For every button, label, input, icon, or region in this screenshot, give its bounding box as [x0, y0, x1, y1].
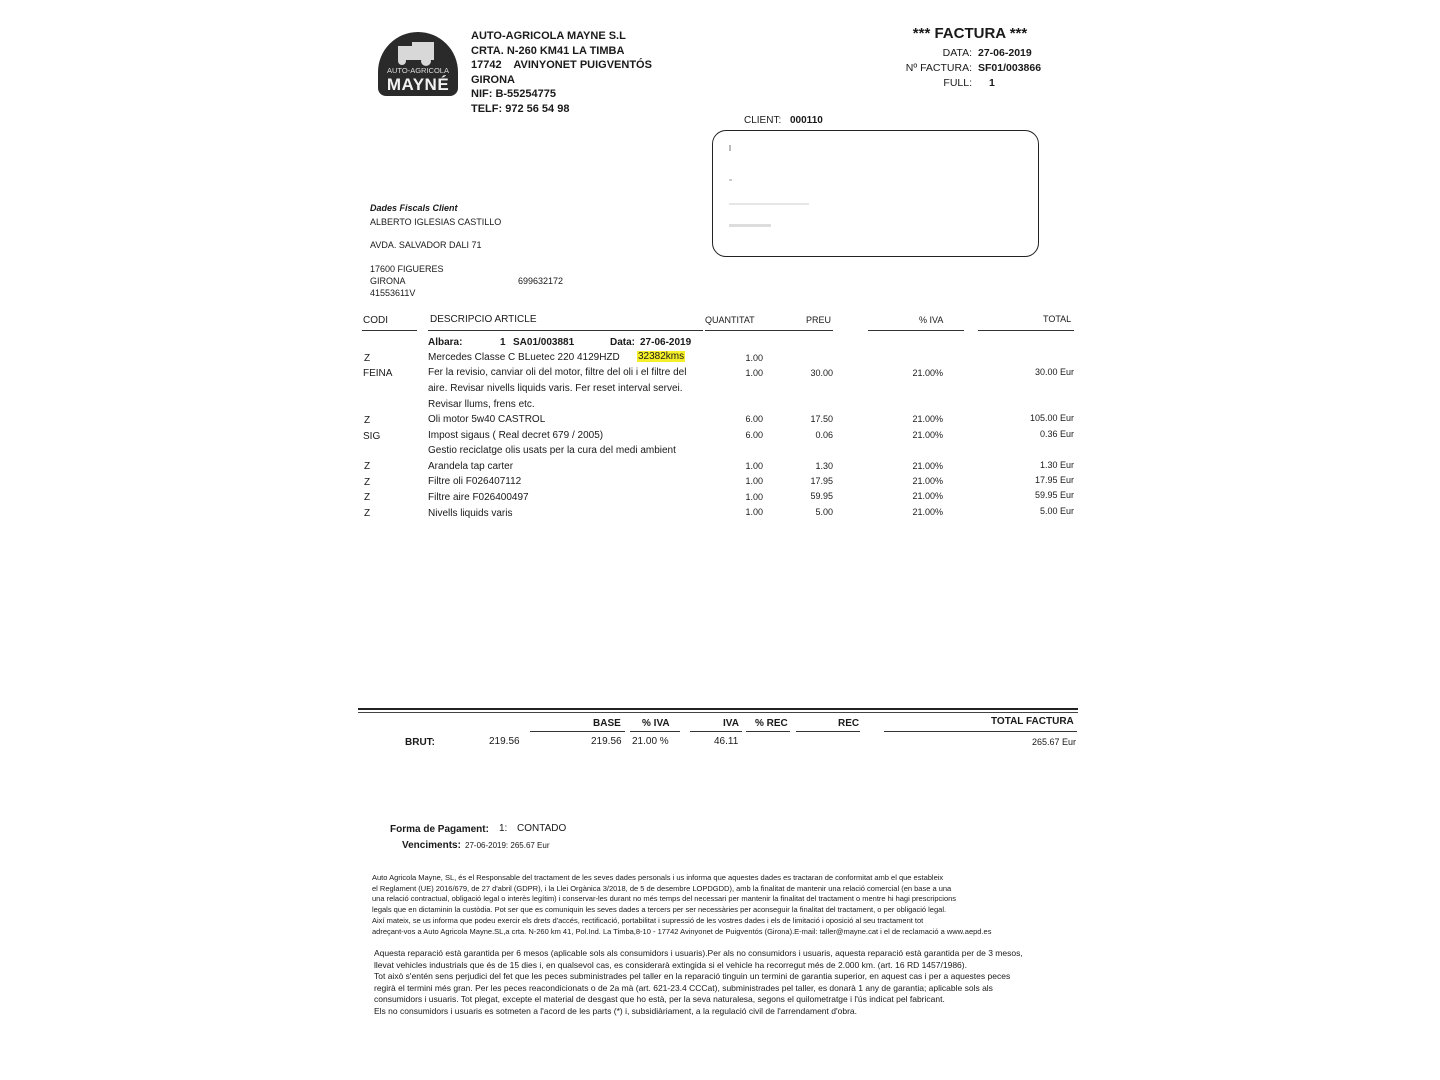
line-code: Z [364, 477, 371, 488]
company-nif: NIF: B-55254775 [471, 88, 556, 100]
warranty-line: Els no consumidors i usuaris es sotmeten a l'acord de les parts (*) i, subsidiàriament, a la regulació civil de l'arrendament d'obra. [374, 1005, 857, 1016]
company-province: GIRONA [471, 73, 515, 86]
warranty-line: Aquesta reparació està garantida per 6 mesos (aplicable sols als consumidors i usuaris).Per als no consumidors i usuaris, aquesta reparació està garantida per de 3 mesos, [374, 948, 1023, 958]
line-total: 1.30 Eur [1039, 460, 1074, 470]
customer-province: GIRONA [370, 276, 406, 286]
warranty-line: llevat vehicles industrials que és de 15 dies i, en qualsevol cas, es considerarà extingida si el vehicle ha recorregut més de 2.000 km. (art. 16 RD 1457/1986). [374, 959, 967, 970]
line-vat: 21.00% [912, 491, 943, 501]
vat-pct-label: % IVA [642, 718, 670, 729]
vehicle-qty: 1.00 [745, 353, 763, 363]
payment-label: Forma de Pagament: [390, 824, 489, 835]
line-code: Z [364, 461, 371, 472]
header-underline [362, 330, 417, 331]
albara-date-label: Data: [610, 337, 636, 348]
privacy-line: adreçant-vos a Auto Agricola Mayne.SL,a crta. N-260 km 41, Pol.Ind. La Timba,8-10 - 17742 Avinyonet de Puigventós (Girona).E-mail: taller@mayne.cat i el de reclamació a www.aepd.es [372, 926, 992, 936]
totals-underline [884, 731, 1077, 732]
header-underline [428, 330, 703, 331]
line-qty: 1.00 [745, 507, 763, 517]
line-description: aire. Revisar nivells liquids varis. Fer reset interval servei. [428, 383, 683, 394]
col-header-qty: QUANTITAT [705, 315, 755, 325]
line-description: Revisar llums, frens etc. [428, 399, 535, 410]
privacy-line: Auto Agricola Mayne, SL, és el Responsable del tractament de les seves dades personals i us informa que aquestes dades es tractaran de conformitat amb el que estableix [372, 873, 944, 882]
base-value: 219.56 [591, 736, 622, 747]
privacy-notice [372, 873, 991, 937]
line-qty: 1.00 [745, 461, 763, 471]
invoice-date-label: DATA: [942, 47, 972, 59]
company-phone: TELF: 972 56 54 98 [471, 102, 570, 115]
company-postcode: 17742 AVINYONET PUIGVENTÓS [471, 59, 652, 71]
line-description: Impost sigaus ( Real decret 679 / 2005) [428, 430, 604, 441]
redacted-mark [729, 179, 732, 181]
client-address-box [712, 130, 1039, 257]
logo-top-text: AUTO-AGRICOLA [387, 66, 449, 75]
line-qty: 6.00 [745, 430, 763, 440]
line-total: 5.00 Eur [1039, 506, 1074, 516]
totals-underline [746, 731, 790, 732]
total-invoice-label: TOTAL FACTURA [991, 716, 1074, 727]
totals-underline [690, 731, 742, 732]
line-description: Filtre oli F026407112 [428, 476, 522, 487]
company-name: AUTO-AGRICOLA MAYNE S.L [471, 30, 626, 42]
line-price: 17.95 [810, 476, 833, 486]
albara-number: 1 [500, 337, 506, 348]
totals-underline [630, 731, 680, 732]
client-label: CLIENT: [744, 115, 782, 126]
line-total: 0.36 Eur [1039, 429, 1074, 439]
invoice-title: *** FACTURA *** [912, 25, 1028, 42]
customer-nif: 41553611V [370, 288, 416, 298]
brut-label: BRUT: [405, 737, 435, 748]
col-header-desc: DESCRIPCIO ARTICLE [430, 314, 537, 325]
customer-phone: 699632172 [518, 276, 564, 286]
line-code: Z [364, 353, 371, 364]
line-vat: 21.00% [912, 507, 943, 517]
line-price: 59.95 [810, 491, 833, 501]
albara-date: 27-06-2019 [640, 337, 692, 348]
line-total: 105.00 Eur [1029, 413, 1074, 423]
company-road: CRTA. N-260 KM41 LA TIMBA [471, 44, 625, 57]
line-description: Filtre aire F026400497 [428, 492, 529, 503]
vat-label: IVA [723, 718, 739, 729]
line-description: Fer la revisio, canviar oli del motor, filtre del oli i el filtre del [428, 367, 687, 378]
redacted-mark [729, 203, 809, 205]
line-code: Z [364, 492, 371, 503]
vat-value: 46.11 [714, 736, 739, 747]
totals-divider [358, 708, 1078, 710]
line-vat: 21.00% [912, 414, 943, 424]
line-code: Z [364, 508, 371, 519]
company-info [471, 29, 652, 116]
line-qty: 6.00 [745, 414, 763, 424]
warranty-notice [374, 948, 1023, 1017]
line-vat: 21.00% [912, 461, 943, 471]
totals-divider [358, 712, 1078, 713]
customer-address: AVDA. SALVADOR DALI 71 [370, 240, 482, 250]
invoice-number: SF01/003866 [978, 62, 1042, 74]
warranty-line: regirà el termini més gran. Per les peces reacondicionats o de 2a mà (art. 621-23.4 CCCat), subministrades pel taller, es donarà 1 any de garantia; aplicable sols als [374, 982, 993, 993]
due-value: 27-06-2019: 265.67 Eur [465, 841, 550, 850]
line-description: Arandela tap carter [428, 461, 514, 472]
line-price: 5.00 [815, 507, 833, 517]
line-description: Oli motor 5w40 CASTROL [428, 414, 546, 425]
line-vat: 21.00% [912, 476, 943, 486]
line-price: 1.30 [815, 461, 833, 471]
due-label: Venciments: [402, 840, 461, 851]
customer-fiscal-data [370, 202, 458, 214]
payment-code: 1: [499, 823, 508, 834]
header-underline [705, 330, 833, 331]
albara-label: Albara: [428, 337, 463, 348]
privacy-line: el Reglament (UE) 2016/679, de 27 d'abril (GDPR), i la Llei Orgànica 3/2018, de 5 de desembre LOPDGDD), amb la finalitat de mantenir una relació comercial (en base a una [372, 883, 952, 893]
line-code: Z [364, 415, 371, 426]
fiscal-data-label: Dades Fiscals Client [370, 203, 458, 213]
rec-label: REC [838, 718, 860, 729]
col-header-code: CODI [363, 315, 388, 326]
line-price: 0.06 [815, 430, 833, 440]
privacy-line: una relació contractual, obligació legal o interès legítim) i conservar-les durant no més temps del necessari per mantenir la finalitat del tractament o mentre hi hagi prescripcions [372, 894, 957, 904]
customer-city: 17600 FIGUERES [370, 264, 444, 274]
line-vat: 21.00% [912, 430, 943, 440]
line-code: SIG [363, 431, 381, 442]
vehicle-description: Mercedes Classe C BLuetec 220 4129HZD [428, 352, 620, 363]
line-description: Nivells liquids varis [428, 508, 513, 519]
logo-name: MAYNÉ [386, 75, 450, 94]
privacy-line: legals que en dictaminin la custòdia. Pot ser que es comuniquin les seves dades a tercers per ser necessàries per aconseguir la finalitat del tractament, o per obligació legal. [372, 905, 947, 915]
redacted-mark [729, 145, 731, 151]
vat-pct-value: 21.00 % [632, 736, 669, 747]
company-logo [372, 26, 464, 98]
totals-underline [530, 731, 625, 732]
line-vat: 21.00% [912, 368, 943, 378]
col-header-vat: % IVA [919, 315, 944, 325]
payment-method: CONTADO [517, 823, 567, 834]
line-price: 17.50 [810, 414, 833, 424]
line-total: 59.95 Eur [1034, 490, 1074, 500]
line-qty: 1.00 [745, 492, 763, 502]
col-header-total: TOTAL [1043, 314, 1072, 324]
invoice-page: 1 [989, 77, 995, 89]
col-header-price: PREU [806, 315, 832, 325]
warranty-line: consumidors i usuaris. Tot plegat, excepte el material de desgast que ho està, per la seva naturalesa, segons el quilometratge i l'ús indicat pel fabricant. [374, 994, 945, 1004]
line-total: 17.95 Eur [1034, 475, 1074, 485]
base-label: BASE [593, 718, 621, 729]
line-qty: 1.00 [745, 368, 763, 378]
vehicle-km-highlight: 32382kms [638, 351, 685, 362]
warranty-line: Tot això s'entén sens perjudici del fet que les peces subministrades pel taller en la reparació tinguin un termini de garantia superior, en aquest cas i per a aquestes peces [374, 971, 1011, 981]
line-description: Gestio reciclatge olis usats per la cura del medi ambient [428, 445, 676, 456]
line-code: FEINA [363, 368, 393, 379]
albara-ref: SA01/003881 [513, 337, 575, 348]
header-underline [978, 330, 1074, 331]
invoice-page-label: FULL: [943, 77, 972, 89]
invoice-date: 27-06-2019 [978, 47, 1032, 59]
line-total: 30.00 Eur [1034, 367, 1074, 377]
rec-pct-label: % REC [755, 718, 788, 729]
brut-value: 219.56 [489, 736, 520, 747]
line-qty: 1.00 [745, 476, 763, 486]
customer-name: ALBERTO IGLESIAS CASTILLO [370, 217, 502, 227]
client-code: 000110 [790, 115, 823, 126]
redacted-mark [729, 224, 771, 227]
invoice-number-label: Nº FACTURA: [905, 62, 972, 74]
header-underline [868, 330, 964, 331]
privacy-line: Així mateix, se us informa que podeu exercir els drets d'accés, rectificació, portabilitat i supressió de les vostres dades i els de limitació i oposició al seu tractament tot [372, 915, 924, 925]
total-invoice-value: 265.67 Eur [1031, 737, 1076, 747]
line-price: 30.00 [810, 368, 833, 378]
totals-underline [796, 731, 860, 732]
